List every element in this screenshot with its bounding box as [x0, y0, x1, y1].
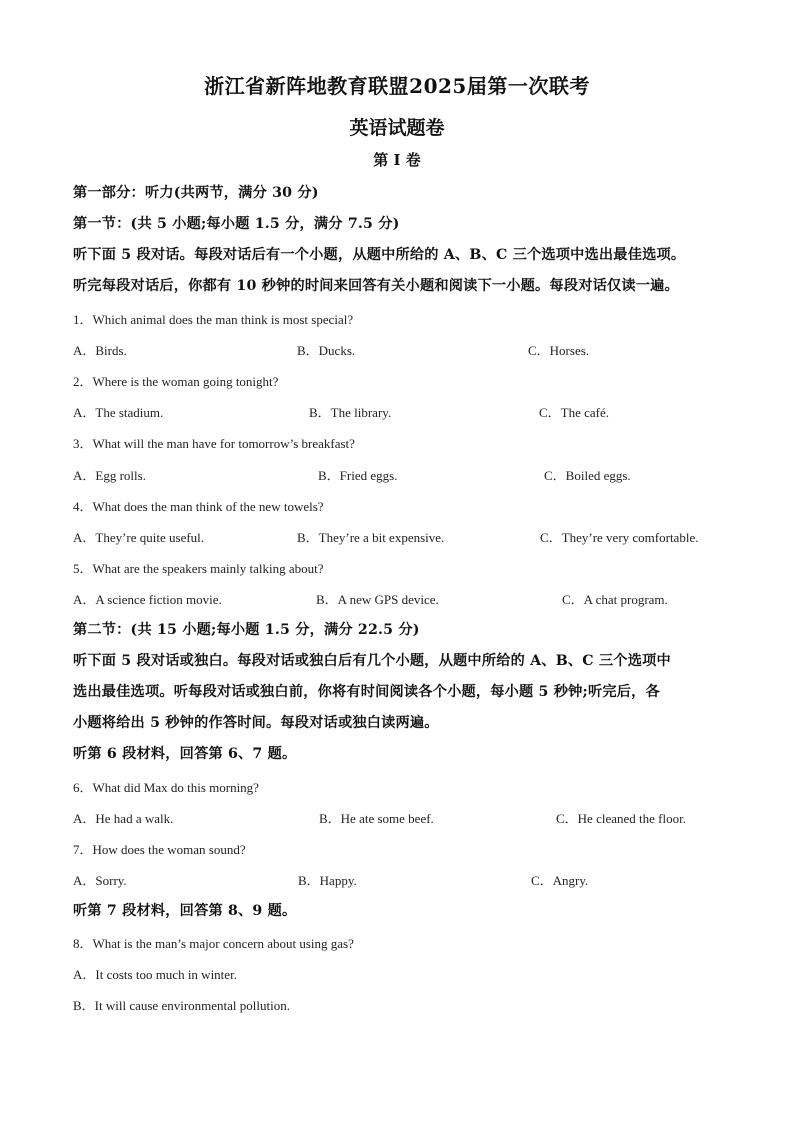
- option-c: C．Boiled eggs.: [544, 468, 631, 483]
- option-b: B．Happy.: [298, 873, 357, 888]
- option-a: A．The stadium.: [73, 405, 164, 420]
- question-stem: 2．Where is the woman going tonight?: [73, 374, 279, 389]
- option-a: A．It costs too much in winter.: [73, 967, 237, 982]
- exam-title: 浙江省新阵地教育联盟2025届第一次联考: [204, 74, 590, 98]
- question-stem: 5．What are the speakers mainly talking about?: [73, 561, 324, 576]
- section1-instructions-2: 听完每段对话后，你都有 10 秒钟的时间来回答有关小题和阅读下一小题。每段对话仅读一遍。: [73, 278, 679, 294]
- option-c: C．They’re very comfortable.: [540, 530, 699, 545]
- option-c: C．Horses.: [528, 343, 590, 358]
- section2-instructions-3: 小题将给出 5 秒钟的作答时间。每段对话或独白读两遍。: [73, 715, 439, 731]
- question-stem: 4．What does the man think of the new towels?: [73, 499, 324, 514]
- option-c: C．Angry.: [531, 873, 589, 888]
- subject-title: 英语试题卷: [349, 117, 445, 139]
- option-a: A．He had a walk.: [73, 811, 174, 826]
- section2-instructions-2: 选出最佳选项。听每段对话或独白前，你将有时间阅读各个小题，每小题 5 秒钟;听完后，各: [73, 684, 660, 700]
- question-stem: 8．What is the man’s major concern about using gas?: [73, 936, 354, 951]
- material-6-heading: 听第 6 段材料，回答第 6、7 题。: [73, 746, 297, 762]
- option-b: B．A new GPS device.: [316, 592, 439, 607]
- option-a: A．Egg rolls.: [73, 468, 146, 483]
- option-b: B．Fried eggs.: [318, 468, 398, 483]
- option-c: C．A chat program.: [562, 592, 668, 607]
- part1-heading: 第一部分：听力(共两节，满分 30 分): [73, 185, 319, 201]
- option-b: B．He ate some beef.: [319, 811, 434, 826]
- volume-label: 第 I 卷: [373, 151, 421, 169]
- section2-instructions-1: 听下面 5 段对话或独白。每段对话或独白后有几个小题，从题中所给的 A、B、C 三个选项中: [73, 653, 671, 669]
- section1-heading: 第一节：(共 5 小题;每小题 1.5 分，满分 7.5 分): [73, 216, 400, 232]
- option-a: A．They’re quite useful.: [73, 530, 205, 545]
- option-c: C．He cleaned the floor.: [556, 811, 686, 826]
- option-b: B．The library.: [309, 405, 392, 420]
- option-b: B．It will cause environmental pollution.: [73, 998, 290, 1013]
- option-a: A．Sorry.: [73, 873, 127, 888]
- option-a: A．A science fiction movie.: [73, 592, 222, 607]
- option-c: C．The café.: [539, 405, 610, 420]
- material-7-heading: 听第 7 段材料，回答第 8、9 题。: [73, 903, 297, 919]
- question-stem: 7．How does the woman sound?: [73, 842, 246, 857]
- question-stem: 6．What did Max do this morning?: [73, 780, 259, 795]
- option-a: A．Birds.: [73, 343, 127, 358]
- option-b: B．Ducks.: [297, 343, 356, 358]
- section1-instructions-1: 听下面 5 段对话。每段对话后有一个小题，从题中所给的 A、B、C 三个选项中选出最佳选项。: [73, 247, 686, 263]
- question-stem: 3．What will the man have for tomorrow’s breakfast?: [73, 436, 355, 451]
- option-b: B．They’re a bit expensive.: [297, 530, 445, 545]
- section2-heading: 第二节：(共 15 小题;每小题 1.5 分，满分 22.5 分): [73, 622, 420, 638]
- question-stem: 1．Which animal does the man think is most special?: [73, 312, 354, 327]
